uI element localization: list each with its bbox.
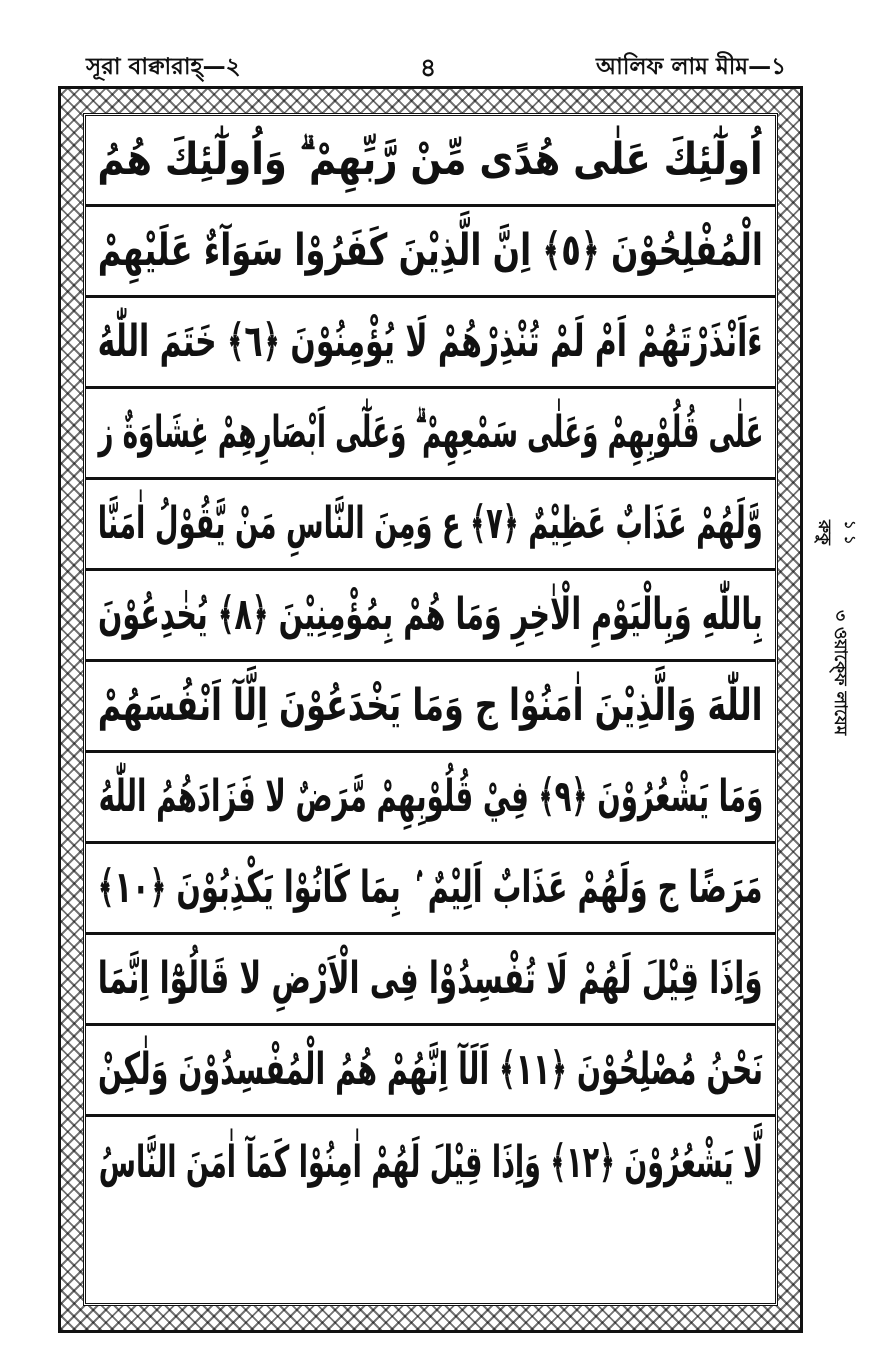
arabic-text: وَّلَهُمْ عَذَابٌ عَظِيْمٌ ﴿٧﴾ ع وَمِنَ النَّاسِ مَنْ يَّقُوْلُ اٰمَنَّا xyxy=(98,498,763,549)
margin-notes xyxy=(806,520,862,840)
arabic-text: وَاِذَا قِيْلَ لَهُمْ لَا تُفْسِدُوْا فِى الْاَرْضِ لا قَالُوْٓا اِنَّمَا xyxy=(98,953,763,1004)
verse-line xyxy=(86,571,775,662)
para-name: আলিফ লাম মীম—১ xyxy=(596,54,786,80)
arabic-text: ءَاَنْذَرْتَهُمْ اَمْ لَمْ تُنْذِرْهُمْ لَا يُؤْمِنُوْنَ ﴿٦﴾ خَتَمَ اللّٰهُ xyxy=(98,316,763,367)
verse-line xyxy=(86,1026,775,1117)
ruku-label: রুকু xyxy=(814,520,834,545)
arabic-text: وَمَا يَشْعُرُوْنَ ﴿٩﴾ فِيْ قُلُوْبِهِمْ مَّرَضٌ لا فَزَادَهُمُ اللّٰهُ xyxy=(98,771,763,822)
arabic-text: اللّٰهَ وَالَّذِيْنَ اٰمَنُوْا ج وَمَا يَخْدَعُوْنَ اِلَّآ اَنْفُسَهُمْ xyxy=(98,680,763,731)
ruku-number: ১ ১ xyxy=(841,520,859,545)
arabic-text: نَحْنُ مُصْلِحُوْنَ ﴿١١﴾ اَلَآ اِنَّهُمْ هُمُ الْمُفْسِدُوْنَ وَلٰكِنْ xyxy=(98,1044,763,1095)
verse-line xyxy=(86,116,775,207)
verse-line xyxy=(86,480,775,571)
verse-line xyxy=(86,389,775,480)
verse-line xyxy=(86,1117,775,1209)
arabic-text: مَرَضًا ج وَلَهُمْ عَذَابٌ اَلِيْمٌ ۢ بِمَا كَانُوْا يَكْذِبُوْنَ ﴿١٠﴾ xyxy=(98,862,763,913)
text-panel xyxy=(83,113,778,1306)
page-header xyxy=(0,48,870,88)
decorative-border xyxy=(58,86,803,1333)
arabic-text: عَلٰى قُلُوْبِهِمْ وَعَلٰى سَمْعِهِمْ ۗ وَعَلٰٓى اَبْصَارِهِمْ غِشَاوَةٌ ز xyxy=(97,407,764,458)
verse-line xyxy=(86,844,775,935)
verse-line xyxy=(86,298,775,389)
verse-line xyxy=(86,207,775,298)
arabic-text: اُولٰٓئِكَ عَلٰى هُدًى مِّنْ رَّبِّهِمْ ۗ وَاُولٰٓئِكَ هُمُ xyxy=(97,134,764,185)
waqf-note: ৩ ওয়াক্ফে লাযেম xyxy=(830,610,850,736)
page-number: ৪ xyxy=(420,53,437,82)
arabic-text: الْمُفْلِحُوْنَ ﴿٥﴾ اِنَّ الَّذِيْنَ كَفَرُوْا سَوَآءٌ عَلَيْهِمْ xyxy=(97,225,764,276)
verse-line xyxy=(86,935,775,1026)
verse-line xyxy=(86,662,775,753)
verse-line xyxy=(86,753,775,844)
arabic-text: لَّا يَشْعُرُوْنَ ﴿١٢﴾ وَاِذَا قِيْلَ لَهُمْ اٰمِنُوْا كَمَآ اٰمَنَ النَّاسُ xyxy=(98,1137,763,1188)
arabic-text: بِاللّٰهِ وَبِالْيَوْمِ الْاٰخِرِ وَمَا هُمْ بِمُؤْمِنِيْنَ ﴿٨﴾ يُخٰدِعُوْنَ xyxy=(98,589,763,640)
surah-name: সূরা বাক্বারাহ্—২ xyxy=(86,54,241,80)
